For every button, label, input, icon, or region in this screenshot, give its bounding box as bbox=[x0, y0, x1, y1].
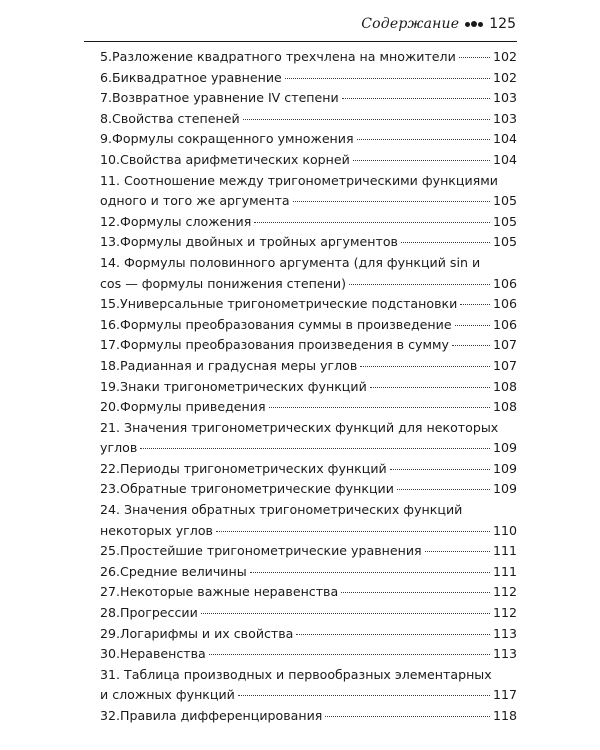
toc-entry[interactable] bbox=[100, 129, 517, 150]
toc-entry[interactable] bbox=[100, 68, 517, 89]
toc-entry-number: 11. bbox=[100, 172, 121, 188]
toc-entry-number: 14. bbox=[100, 254, 121, 270]
toc-entry-title-continued: одного и того же аргумента bbox=[100, 193, 290, 209]
dot-leader bbox=[285, 77, 490, 79]
toc-entry-number: 22. bbox=[100, 460, 121, 476]
toc-entry[interactable] bbox=[100, 294, 517, 315]
header-rule bbox=[84, 41, 517, 42]
toc-entry-page: 106 bbox=[492, 316, 517, 332]
dot-leader bbox=[459, 56, 490, 58]
dot-leader bbox=[216, 530, 490, 532]
toc-entry-title-continued: некоторых углов bbox=[100, 522, 213, 538]
toc-entry-title: Значения обратных тригонометрических функций bbox=[124, 502, 463, 518]
toc-entry-title: Логарифмы и их свойства bbox=[120, 625, 294, 641]
dot-leader bbox=[325, 715, 490, 717]
toc-entry[interactable] bbox=[100, 109, 517, 130]
toc-entry-page: 117 bbox=[492, 687, 517, 703]
toc-entry[interactable] bbox=[100, 232, 517, 253]
toc-entry-page: 104 bbox=[492, 131, 517, 147]
toc-entry-number: 17. bbox=[100, 337, 121, 353]
toc-entry-page: 103 bbox=[492, 90, 517, 106]
toc-entry-title-continued: и сложных функций bbox=[100, 687, 235, 703]
toc-entry-page: 105 bbox=[492, 234, 517, 250]
toc-entry[interactable] bbox=[100, 253, 517, 294]
toc-entry-title: Значения тригонометрических функций для некоторых bbox=[124, 419, 499, 435]
toc-entry-number: 18. bbox=[100, 357, 121, 373]
toc-entry-title-continued: cos — формулы понижения степени) bbox=[100, 275, 346, 291]
toc-entry-page: 110 bbox=[492, 522, 517, 538]
toc-entry[interactable] bbox=[100, 479, 517, 500]
toc-entry[interactable] bbox=[100, 377, 517, 398]
toc-entry-number: 20. bbox=[100, 399, 121, 415]
toc-entry[interactable] bbox=[100, 706, 517, 727]
toc-entry[interactable] bbox=[100, 88, 517, 109]
toc-entry-title: Биквадратное уравнение bbox=[112, 69, 282, 85]
toc-entry-title: Простейшие тригонометрические уравнения bbox=[120, 543, 422, 559]
toc-entry-title: Универсальные тригонометрические подстановки bbox=[120, 296, 458, 312]
toc-entry[interactable] bbox=[100, 562, 517, 583]
toc-entry-page: 105 bbox=[492, 193, 517, 209]
toc-entry-page: 102 bbox=[492, 69, 517, 85]
toc-entry-page: 107 bbox=[492, 337, 517, 353]
toc-entry-title: Формулы приведения bbox=[120, 399, 266, 415]
toc-entry[interactable] bbox=[100, 397, 517, 418]
toc-entry[interactable] bbox=[100, 150, 517, 171]
toc-entry-title: Периоды тригонометрических функций bbox=[120, 460, 387, 476]
toc-entry-number: 19. bbox=[100, 378, 121, 394]
toc-entry-number: 32. bbox=[100, 708, 121, 723]
toc-entry[interactable] bbox=[100, 459, 517, 480]
dot-leader bbox=[349, 283, 490, 285]
dot-leader bbox=[341, 591, 490, 593]
toc-entry-page: 112 bbox=[492, 584, 517, 600]
toc-entry-number: 12. bbox=[100, 213, 121, 229]
toc-entry-number: 15. bbox=[100, 296, 121, 312]
toc-entry[interactable] bbox=[100, 624, 517, 645]
dot-leader bbox=[201, 612, 490, 614]
toc-entry[interactable] bbox=[100, 582, 517, 603]
toc-entry[interactable] bbox=[100, 644, 517, 665]
toc-entry-title: Некоторые важные неравенства bbox=[120, 584, 339, 600]
toc-entry-number: 31. bbox=[100, 666, 121, 682]
toc-entry-title: Правила дифференцирования bbox=[120, 708, 323, 723]
dot-leader bbox=[425, 550, 490, 552]
toc-entry[interactable] bbox=[100, 335, 517, 356]
dot-leader bbox=[401, 241, 490, 243]
toc-entry-number: 26. bbox=[100, 563, 121, 579]
table-of-contents bbox=[100, 47, 517, 727]
dot-leader bbox=[269, 406, 490, 408]
toc-entry-number: 13. bbox=[100, 234, 121, 250]
toc-entry-number: 21. bbox=[100, 419, 121, 435]
toc-entry-page: 107 bbox=[492, 357, 517, 373]
toc-entry-title: Прогрессии bbox=[120, 605, 198, 621]
dot-leader bbox=[209, 653, 490, 655]
toc-entry-number: 6. bbox=[100, 69, 113, 85]
dot-leader bbox=[293, 200, 490, 202]
toc-entry[interactable] bbox=[100, 418, 517, 459]
toc-entry-number: 23. bbox=[100, 481, 121, 497]
dot-leader bbox=[397, 488, 490, 490]
dot-leader bbox=[460, 303, 490, 305]
toc-entry-title: Формулы двойных и тройных аргументов bbox=[120, 234, 398, 250]
toc-entry-page: 109 bbox=[492, 481, 517, 497]
section-title: Содержание bbox=[361, 16, 460, 32]
toc-entry-page: 111 bbox=[492, 543, 517, 559]
toc-entry-number: 28. bbox=[100, 605, 121, 621]
dot-leader bbox=[238, 694, 490, 696]
toc-entry-number: 10. bbox=[100, 151, 121, 167]
toc-entry-number: 7. bbox=[100, 90, 113, 106]
toc-entry-number: 29. bbox=[100, 625, 121, 641]
toc-entry-number: 27. bbox=[100, 584, 121, 600]
toc-entry-page: 104 bbox=[492, 151, 517, 167]
toc-entry-page: 112 bbox=[492, 605, 517, 621]
toc-entry-title: Формулы преобразования произведения в сумму bbox=[120, 337, 449, 353]
toc-entry-page: 103 bbox=[492, 110, 517, 126]
toc-entry-title: Свойства арифметических корней bbox=[120, 151, 350, 167]
dot-leader bbox=[452, 344, 490, 346]
toc-entry-title: Формулы преобразования суммы в произведение bbox=[120, 316, 452, 332]
toc-entry[interactable] bbox=[100, 47, 517, 68]
toc-entry-title: Неравенства bbox=[120, 646, 206, 662]
toc-entry-page: 106 bbox=[492, 296, 517, 312]
toc-entry-title: Обратные тригонометрические функции bbox=[120, 481, 394, 497]
toc-entry[interactable] bbox=[100, 603, 517, 624]
dot-leader bbox=[296, 633, 490, 635]
dot-leader bbox=[360, 365, 490, 367]
dot-leader bbox=[357, 138, 490, 140]
toc-entry[interactable] bbox=[100, 356, 517, 377]
toc-entry-number: 24. bbox=[100, 502, 121, 518]
toc-entry-title: Радианная и градусная меры углов bbox=[120, 357, 358, 373]
toc-entry-page: 105 bbox=[492, 213, 517, 229]
toc-entry-title: Формулы половинного аргумента (для функций sin и bbox=[124, 254, 481, 270]
page-number: 125 bbox=[489, 16, 516, 32]
toc-entry-page: 108 bbox=[492, 378, 517, 394]
toc-entry-number: 9. bbox=[100, 131, 113, 147]
dot-leader bbox=[370, 386, 490, 388]
toc-entry-title: Формулы сложения bbox=[120, 213, 252, 229]
dot-leader bbox=[140, 447, 490, 449]
dot-leader bbox=[342, 97, 490, 99]
toc-entry[interactable] bbox=[100, 500, 517, 541]
toc-entry-title: Знаки тригонометрических функций bbox=[120, 378, 367, 394]
toc-entry-page: 109 bbox=[492, 460, 517, 476]
toc-entry-title: Средние величины bbox=[120, 563, 247, 579]
toc-entry-title: Соотношение между тригонометрическими функциями bbox=[124, 172, 498, 188]
dot-leader bbox=[455, 324, 490, 326]
toc-entry[interactable] bbox=[100, 171, 517, 212]
toc-entry-page: 113 bbox=[492, 625, 517, 641]
toc-entry-number: 8. bbox=[100, 110, 113, 126]
dot-leader bbox=[390, 468, 490, 470]
dot-leader bbox=[250, 571, 490, 573]
toc-entry-page: 118 bbox=[492, 708, 517, 723]
toc-entry-title: Таблица производных и первообразных элементарных bbox=[124, 666, 492, 682]
toc-entry-number: 30. bbox=[100, 646, 121, 662]
toc-entry-number: 5. bbox=[100, 49, 113, 64]
toc-entry-number: 16. bbox=[100, 316, 121, 332]
toc-entry[interactable] bbox=[100, 315, 517, 336]
toc-entry-title-continued: углов bbox=[100, 440, 138, 456]
toc-entry[interactable] bbox=[100, 665, 517, 706]
toc-entry-title: Возвратное уравнение IV степени bbox=[112, 90, 339, 106]
toc-entry-page: 111 bbox=[492, 563, 517, 579]
toc-entry-page: 102 bbox=[492, 49, 517, 64]
dots-ornament-icon bbox=[465, 21, 483, 27]
dot-leader bbox=[243, 118, 490, 120]
toc-entry-page: 113 bbox=[492, 646, 517, 662]
dot-leader bbox=[353, 159, 490, 161]
toc-entry-page: 108 bbox=[492, 399, 517, 415]
header-inner bbox=[361, 16, 516, 32]
toc-entry[interactable] bbox=[100, 212, 517, 233]
toc-entry-title: Разложение квадратного трехчлена на множители bbox=[112, 49, 456, 64]
dot-leader bbox=[254, 221, 490, 223]
toc-entry[interactable] bbox=[100, 541, 517, 562]
toc-entry-title: Формулы сокращенного умножения bbox=[112, 131, 354, 147]
toc-entry-number: 25. bbox=[100, 543, 121, 559]
toc-entry-page: 109 bbox=[492, 440, 517, 456]
toc-entry-page: 106 bbox=[492, 275, 517, 291]
toc-entry-title: Свойства степеней bbox=[112, 110, 240, 126]
